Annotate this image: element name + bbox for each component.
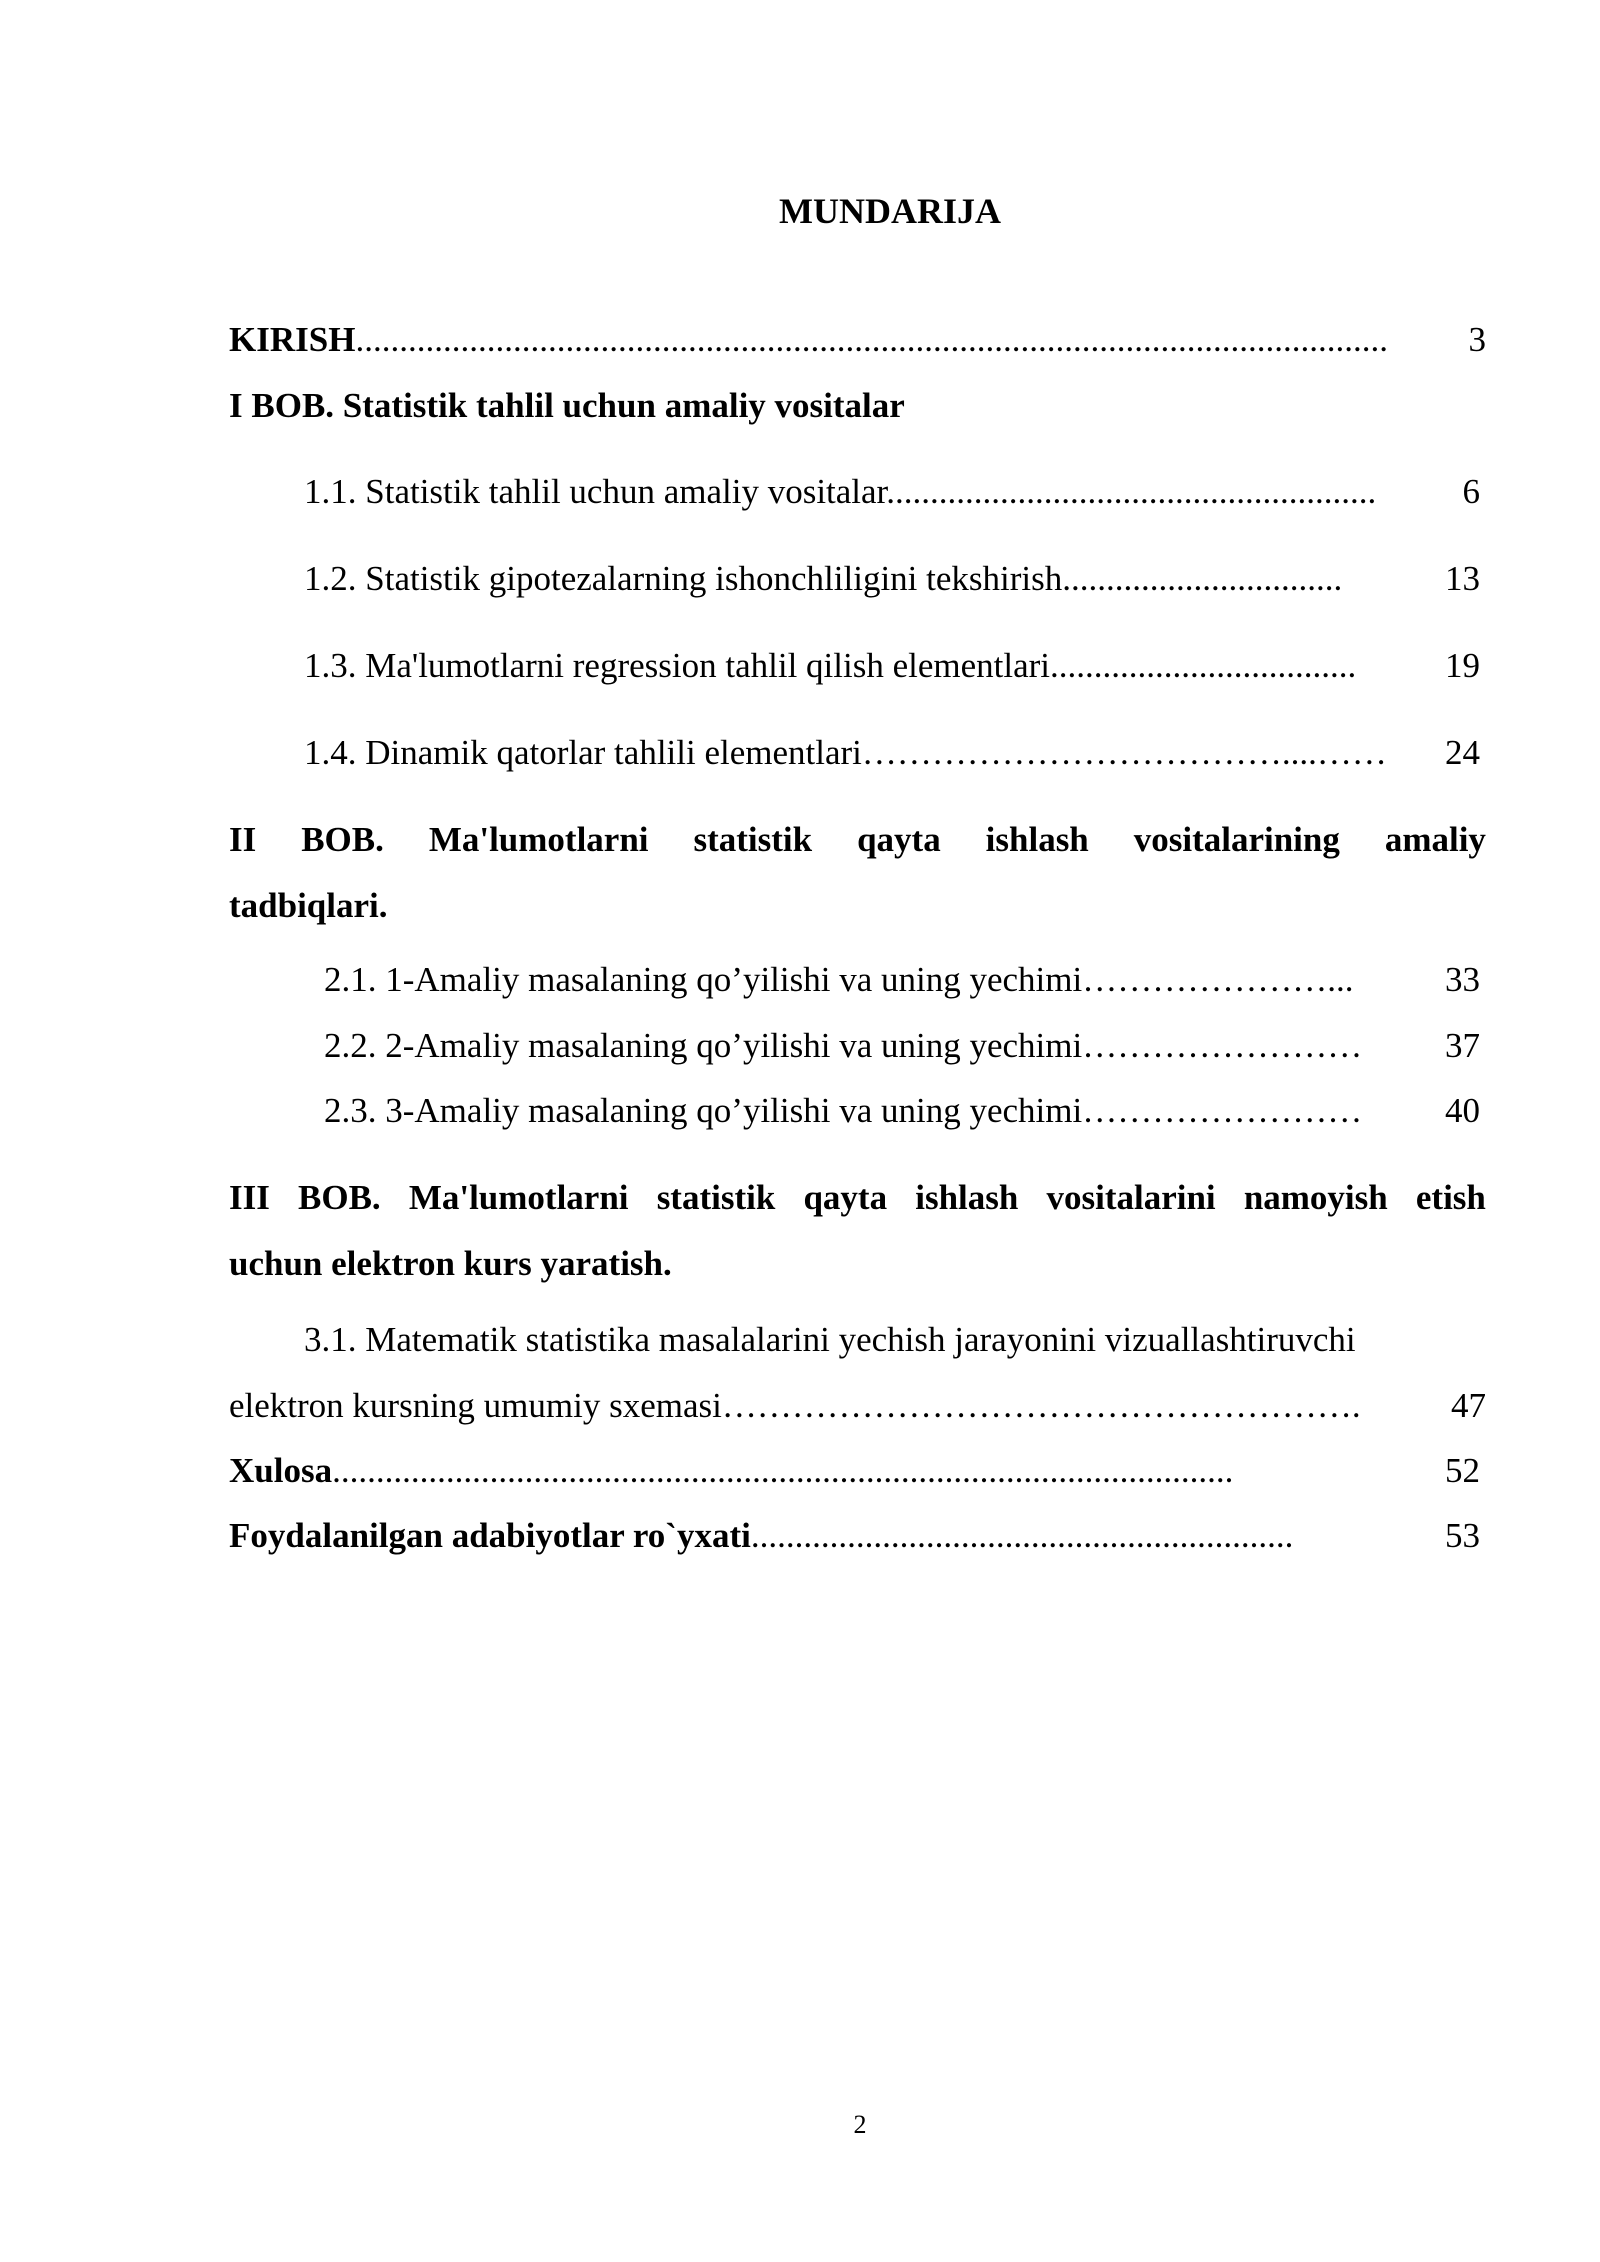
toc-entry-page: 37	[1445, 1026, 1480, 1065]
toc-entry-page: 52	[1445, 1451, 1480, 1490]
toc-chapter-1-heading[interactable]	[229, 386, 1486, 426]
toc-entry-label: Xulosa	[229, 1451, 333, 1490]
toc-entry-page: 47	[1451, 1386, 1486, 1425]
toc-entry-leader: …………………...	[1082, 960, 1354, 999]
toc-entry-leader: ……………………………………………….	[721, 1386, 1361, 1425]
toc-entry-leader: ...............................	[1071, 559, 1343, 598]
toc-entry-label: elektron kursning umumiy sxemasi	[229, 1386, 722, 1425]
toc-entry-label: 2.1. 1-Amaliy masalaning qo’yilishi va uning yechimi	[324, 960, 1083, 999]
toc-entry-label: 1.4. Dinamik qatorlar tahlili elementlari	[304, 733, 862, 772]
toc-entry-label: 1.3. Ma'lumotlarni regression tahlil qilish elementlari.	[304, 646, 1059, 685]
toc-entry-xulosa[interactable]	[229, 1451, 1480, 1491]
toc-entry-label: 1.2. Statistik gipotezalarning ishonchliligini tekshirish.	[304, 559, 1072, 598]
page-title: MUNDARIJA	[779, 191, 1001, 231]
toc-entry-leader: ……………………	[1082, 1091, 1363, 1130]
toc-entry-label: 1.1. Statistik tahlil uchun amaliy vositalar.	[304, 472, 896, 511]
heading-word: statistik	[693, 820, 813, 859]
heading-word: BOB.	[298, 1178, 381, 1217]
toc-entry-page: 3	[1468, 320, 1486, 359]
toc-entry-3-1-line1[interactable]: 3.1. Matematik statistika masalalarini yechish jarayonini vizuallashtiruvchi	[304, 1320, 1356, 1359]
toc-entry-leader: ......................................................................................................................	[355, 320, 1388, 359]
chapter-heading-text: tadbiqlari.	[229, 886, 388, 925]
toc-entry-label: Foydalanilgan adabiyotlar ro`yxati	[229, 1516, 751, 1555]
heading-word: namoyish	[1243, 1178, 1388, 1217]
toc-entry-leader: ………………………………....……	[861, 733, 1387, 772]
chapter-heading-text: uchun elektron kurs yaratish.	[229, 1244, 672, 1283]
toc-chapter-3-heading[interactable]	[229, 1178, 1486, 1218]
toc-entry-leader: ……………………	[1082, 1026, 1363, 1065]
toc-entry-label: KIRISH	[229, 320, 356, 359]
heading-word: Ma'lumotlarni	[428, 820, 649, 859]
toc-entry-page: 33	[1445, 960, 1480, 999]
toc-entry-page: 40	[1445, 1091, 1480, 1130]
heading-word: ishlash	[915, 1178, 1019, 1217]
toc-entry-1-4[interactable]	[304, 733, 1480, 773]
toc-entry-1-1[interactable]	[304, 472, 1480, 512]
heading-word: Ma'lumotlarni	[408, 1178, 629, 1217]
heading-word: vositalarining	[1133, 820, 1340, 859]
toc-entry-page: 19	[1445, 646, 1480, 685]
toc-entry-label: 2.2. 2-Amaliy masalaning qo’yilishi va uning yechimi	[324, 1026, 1083, 1065]
toc-entry-kirish[interactable]	[229, 320, 1486, 360]
toc-entry-2-2[interactable]	[324, 1026, 1480, 1066]
toc-entry-3-1[interactable]	[229, 1386, 1486, 1426]
heading-word: etish	[1415, 1178, 1486, 1217]
heading-word: BOB.	[301, 820, 384, 859]
toc-chapter-2-heading-line2	[229, 886, 1486, 926]
toc-entry-page: 6	[1462, 472, 1480, 511]
heading-word: III	[229, 1178, 270, 1217]
toc-entry-page: 53	[1445, 1516, 1480, 1555]
toc-entry-1-2[interactable]	[304, 559, 1480, 599]
toc-entry-leader: .......................................................	[895, 472, 1377, 511]
toc-entry-page: 24	[1445, 733, 1480, 772]
heading-word: vositalarini	[1046, 1178, 1216, 1217]
heading-word: ishlash	[985, 820, 1089, 859]
page-number: 2	[853, 2110, 867, 2139]
toc-entry-leader: .......................................................................................................	[332, 1451, 1234, 1490]
toc-entry-label: 2.3. 3-Amaliy masalaning qo’yilishi va uning yechimi	[324, 1091, 1083, 1130]
toc-chapter-2-heading[interactable]	[229, 820, 1486, 860]
heading-word: statistik	[656, 1178, 776, 1217]
toc-entry-leader: ..............................................................	[750, 1516, 1294, 1555]
toc-entry-references[interactable]	[229, 1516, 1480, 1556]
toc-chapter-3-heading-line2	[229, 1244, 1486, 1284]
toc-entry-1-3[interactable]	[304, 646, 1480, 686]
toc-entry-leader: ..................................	[1058, 646, 1357, 685]
heading-word: amaliy	[1384, 820, 1486, 859]
toc-entry-2-3[interactable]	[324, 1091, 1480, 1131]
toc-entry-page: 13	[1445, 559, 1480, 598]
toc-entry-2-1[interactable]	[324, 960, 1480, 1000]
heading-word: qayta	[803, 1178, 888, 1217]
chapter-heading-text: I BOB. Statistik tahlil uchun amaliy vositalar	[229, 386, 905, 425]
heading-word: II	[229, 820, 257, 859]
heading-word: qayta	[857, 820, 941, 859]
